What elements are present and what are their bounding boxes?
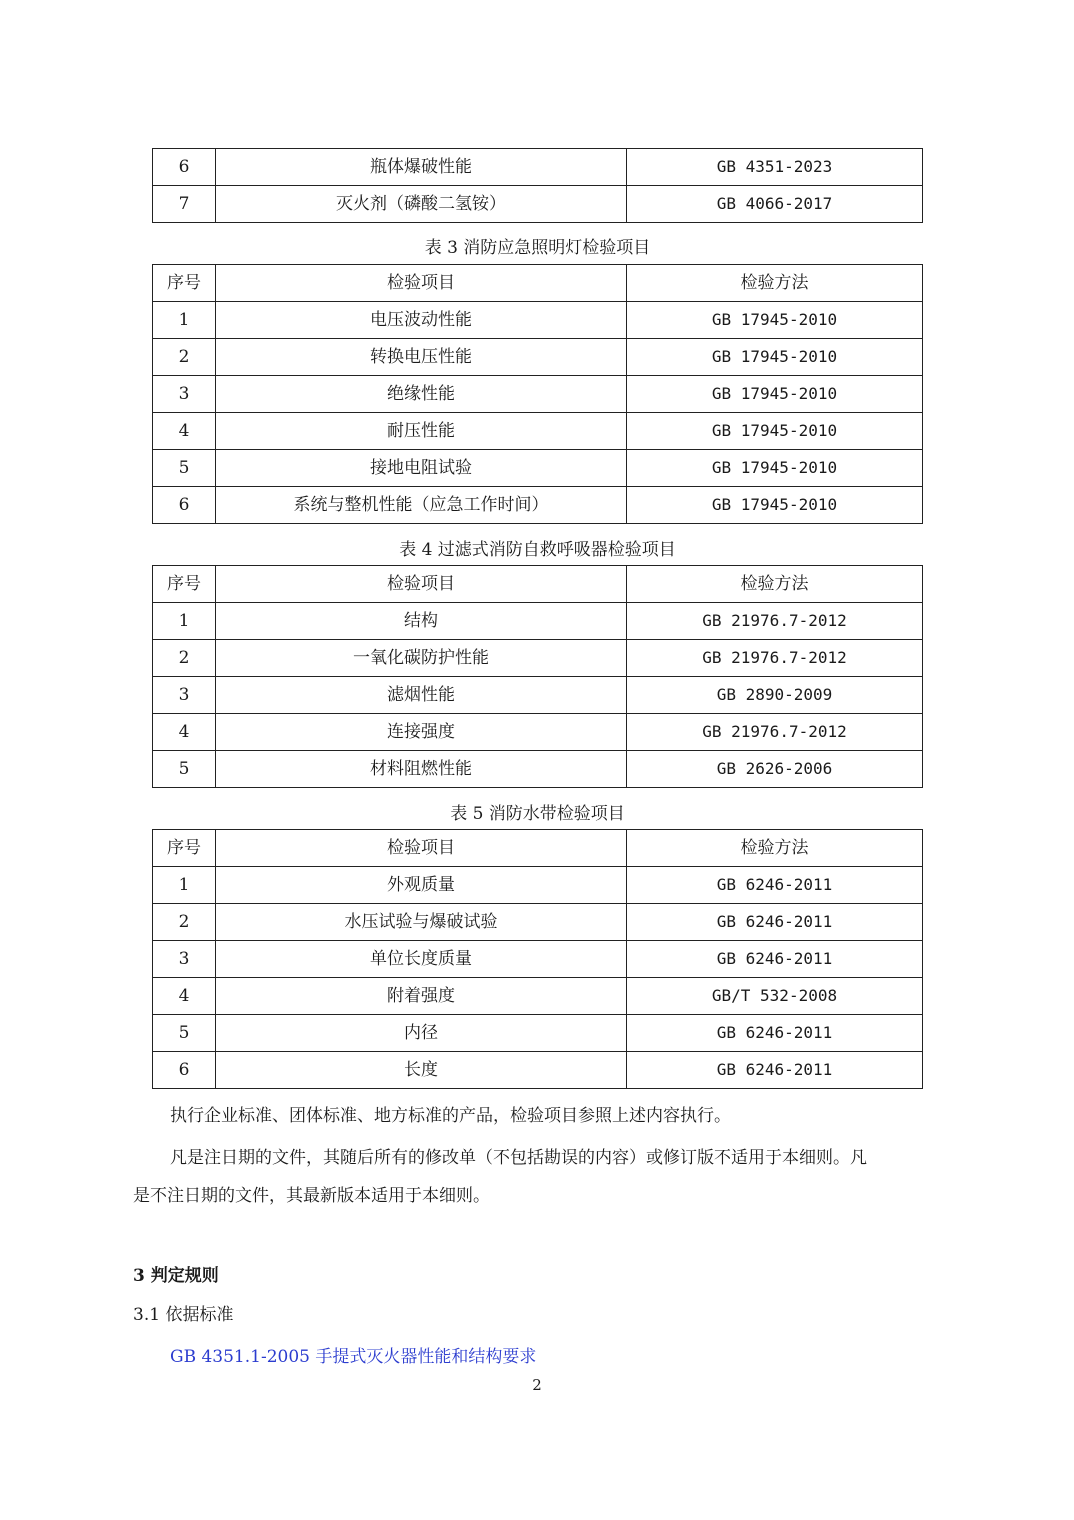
cell-item: 内径 <box>216 1015 627 1052</box>
page-number: 2 <box>532 1376 542 1394</box>
cell-item: 长度 <box>216 1052 627 1089</box>
table-row <box>153 978 923 1015</box>
table-row <box>153 413 923 450</box>
table-row <box>153 149 923 186</box>
table-3 <box>152 264 923 524</box>
standard-link[interactable]: GB 4351.1-2005 手提式灭火器性能和结构要求 <box>170 1347 537 1367</box>
cell-item: 附着强度 <box>216 978 627 1015</box>
table-3-caption: 表 3 消防应急照明灯检验项目 <box>424 238 651 258</box>
table-row <box>153 677 923 714</box>
table-row <box>153 941 923 978</box>
header-item: 检验项目 <box>216 265 627 302</box>
cell-method: GB 17945-2010 <box>627 302 923 339</box>
cell-no: 2 <box>153 339 216 376</box>
cell-method: GB 21976.7-2012 <box>627 640 923 677</box>
cell-no: 5 <box>153 450 216 487</box>
cell-item: 水压试验与爆破试验 <box>216 904 627 941</box>
table-row <box>153 376 923 413</box>
table-header-row <box>153 830 923 867</box>
cell-no: 3 <box>153 941 216 978</box>
cell-item: 材料阻燃性能 <box>216 751 627 788</box>
cell-method: GB 2890-2009 <box>627 677 923 714</box>
header-method: 检验方法 <box>627 830 923 867</box>
cell-no: 3 <box>153 376 216 413</box>
cell-item: 外观质量 <box>216 867 627 904</box>
table-header-row <box>153 265 923 302</box>
cell-method: GB 4066-2017 <box>627 186 923 223</box>
cell-method: GB 21976.7-2012 <box>627 603 923 640</box>
table-row <box>153 450 923 487</box>
table-row <box>153 1015 923 1052</box>
cell-method: GB 6246-2011 <box>627 904 923 941</box>
cell-method: GB 17945-2010 <box>627 339 923 376</box>
cell-no: 2 <box>153 640 216 677</box>
cell-no: 6 <box>153 1052 216 1089</box>
cell-item: 转换电压性能 <box>216 339 627 376</box>
cell-no: 1 <box>153 603 216 640</box>
table-row <box>153 186 923 223</box>
cell-item: 系统与整机性能（应急工作时间） <box>216 487 627 524</box>
paragraph-enterprise-standards: 执行企业标准、团体标准、地方标准的产品，检验项目参照上述内容执行。 <box>170 1106 731 1126</box>
cell-no: 1 <box>153 302 216 339</box>
section-3-1-heading: 3.1 依据标准 <box>133 1305 234 1325</box>
cell-item: 灭火剂（磷酸二氢铵） <box>216 186 627 223</box>
cell-item: 单位长度质量 <box>216 941 627 978</box>
table-4 <box>152 565 923 788</box>
cell-method: GB 4351-2023 <box>627 149 923 186</box>
table-row <box>153 603 923 640</box>
cell-method: GB 17945-2010 <box>627 376 923 413</box>
cell-no: 5 <box>153 1015 216 1052</box>
cell-method: GB/T 532-2008 <box>627 978 923 1015</box>
table-row <box>153 1052 923 1089</box>
section-3-heading: 3 判定规则 <box>133 1266 219 1286</box>
cell-item: 耐压性能 <box>216 413 627 450</box>
table-row <box>153 904 923 941</box>
cell-item: 结构 <box>216 603 627 640</box>
cell-no: 7 <box>153 186 216 223</box>
cell-item: 电压波动性能 <box>216 302 627 339</box>
table-row <box>153 302 923 339</box>
cell-no: 3 <box>153 677 216 714</box>
cell-method: GB 6246-2011 <box>627 867 923 904</box>
table-row <box>153 751 923 788</box>
cell-item: 绝缘性能 <box>216 376 627 413</box>
cell-item: 滤烟性能 <box>216 677 627 714</box>
cell-method: GB 17945-2010 <box>627 413 923 450</box>
table-4-caption: 表 4 过滤式消防自救呼吸器检验项目 <box>399 540 676 560</box>
header-method: 检验方法 <box>627 566 923 603</box>
table-5-caption: 表 5 消防水带检验项目 <box>450 804 625 824</box>
cell-item: 瓶体爆破性能 <box>216 149 627 186</box>
cell-no: 1 <box>153 867 216 904</box>
table-row <box>153 867 923 904</box>
cell-method: GB 2626-2006 <box>627 751 923 788</box>
cell-no: 6 <box>153 149 216 186</box>
cell-no: 4 <box>153 714 216 751</box>
table-row <box>153 339 923 376</box>
header-no: 序号 <box>153 265 216 302</box>
table-row <box>153 714 923 751</box>
cell-no: 4 <box>153 978 216 1015</box>
table-row <box>153 640 923 677</box>
cell-method: GB 6246-2011 <box>627 1015 923 1052</box>
table-header-row <box>153 566 923 603</box>
cell-method: GB 6246-2011 <box>627 941 923 978</box>
table-2-continued <box>152 148 923 223</box>
cell-no: 6 <box>153 487 216 524</box>
cell-method: GB 6246-2011 <box>627 1052 923 1089</box>
cell-no: 4 <box>153 413 216 450</box>
header-method: 检验方法 <box>627 265 923 302</box>
cell-item: 接地电阻试验 <box>216 450 627 487</box>
header-no: 序号 <box>153 566 216 603</box>
cell-method: GB 17945-2010 <box>627 450 923 487</box>
cell-item: 一氧化碳防护性能 <box>216 640 627 677</box>
cell-method: GB 17945-2010 <box>627 487 923 524</box>
cell-item: 连接强度 <box>216 714 627 751</box>
paragraph-dated-documents-line-2: 是不注日期的文件，其最新版本适用于本细则。 <box>133 1186 490 1206</box>
header-no: 序号 <box>153 830 216 867</box>
cell-no: 5 <box>153 751 216 788</box>
paragraph-dated-documents-line-1: 凡是注日期的文件，其随后所有的修改单（不包括勘误的内容）或修订版不适用于本细则。凡 <box>170 1148 867 1168</box>
cell-method: GB 21976.7-2012 <box>627 714 923 751</box>
table-row <box>153 487 923 524</box>
cell-no: 2 <box>153 904 216 941</box>
table-5 <box>152 829 923 1089</box>
header-item: 检验项目 <box>216 830 627 867</box>
header-item: 检验项目 <box>216 566 627 603</box>
